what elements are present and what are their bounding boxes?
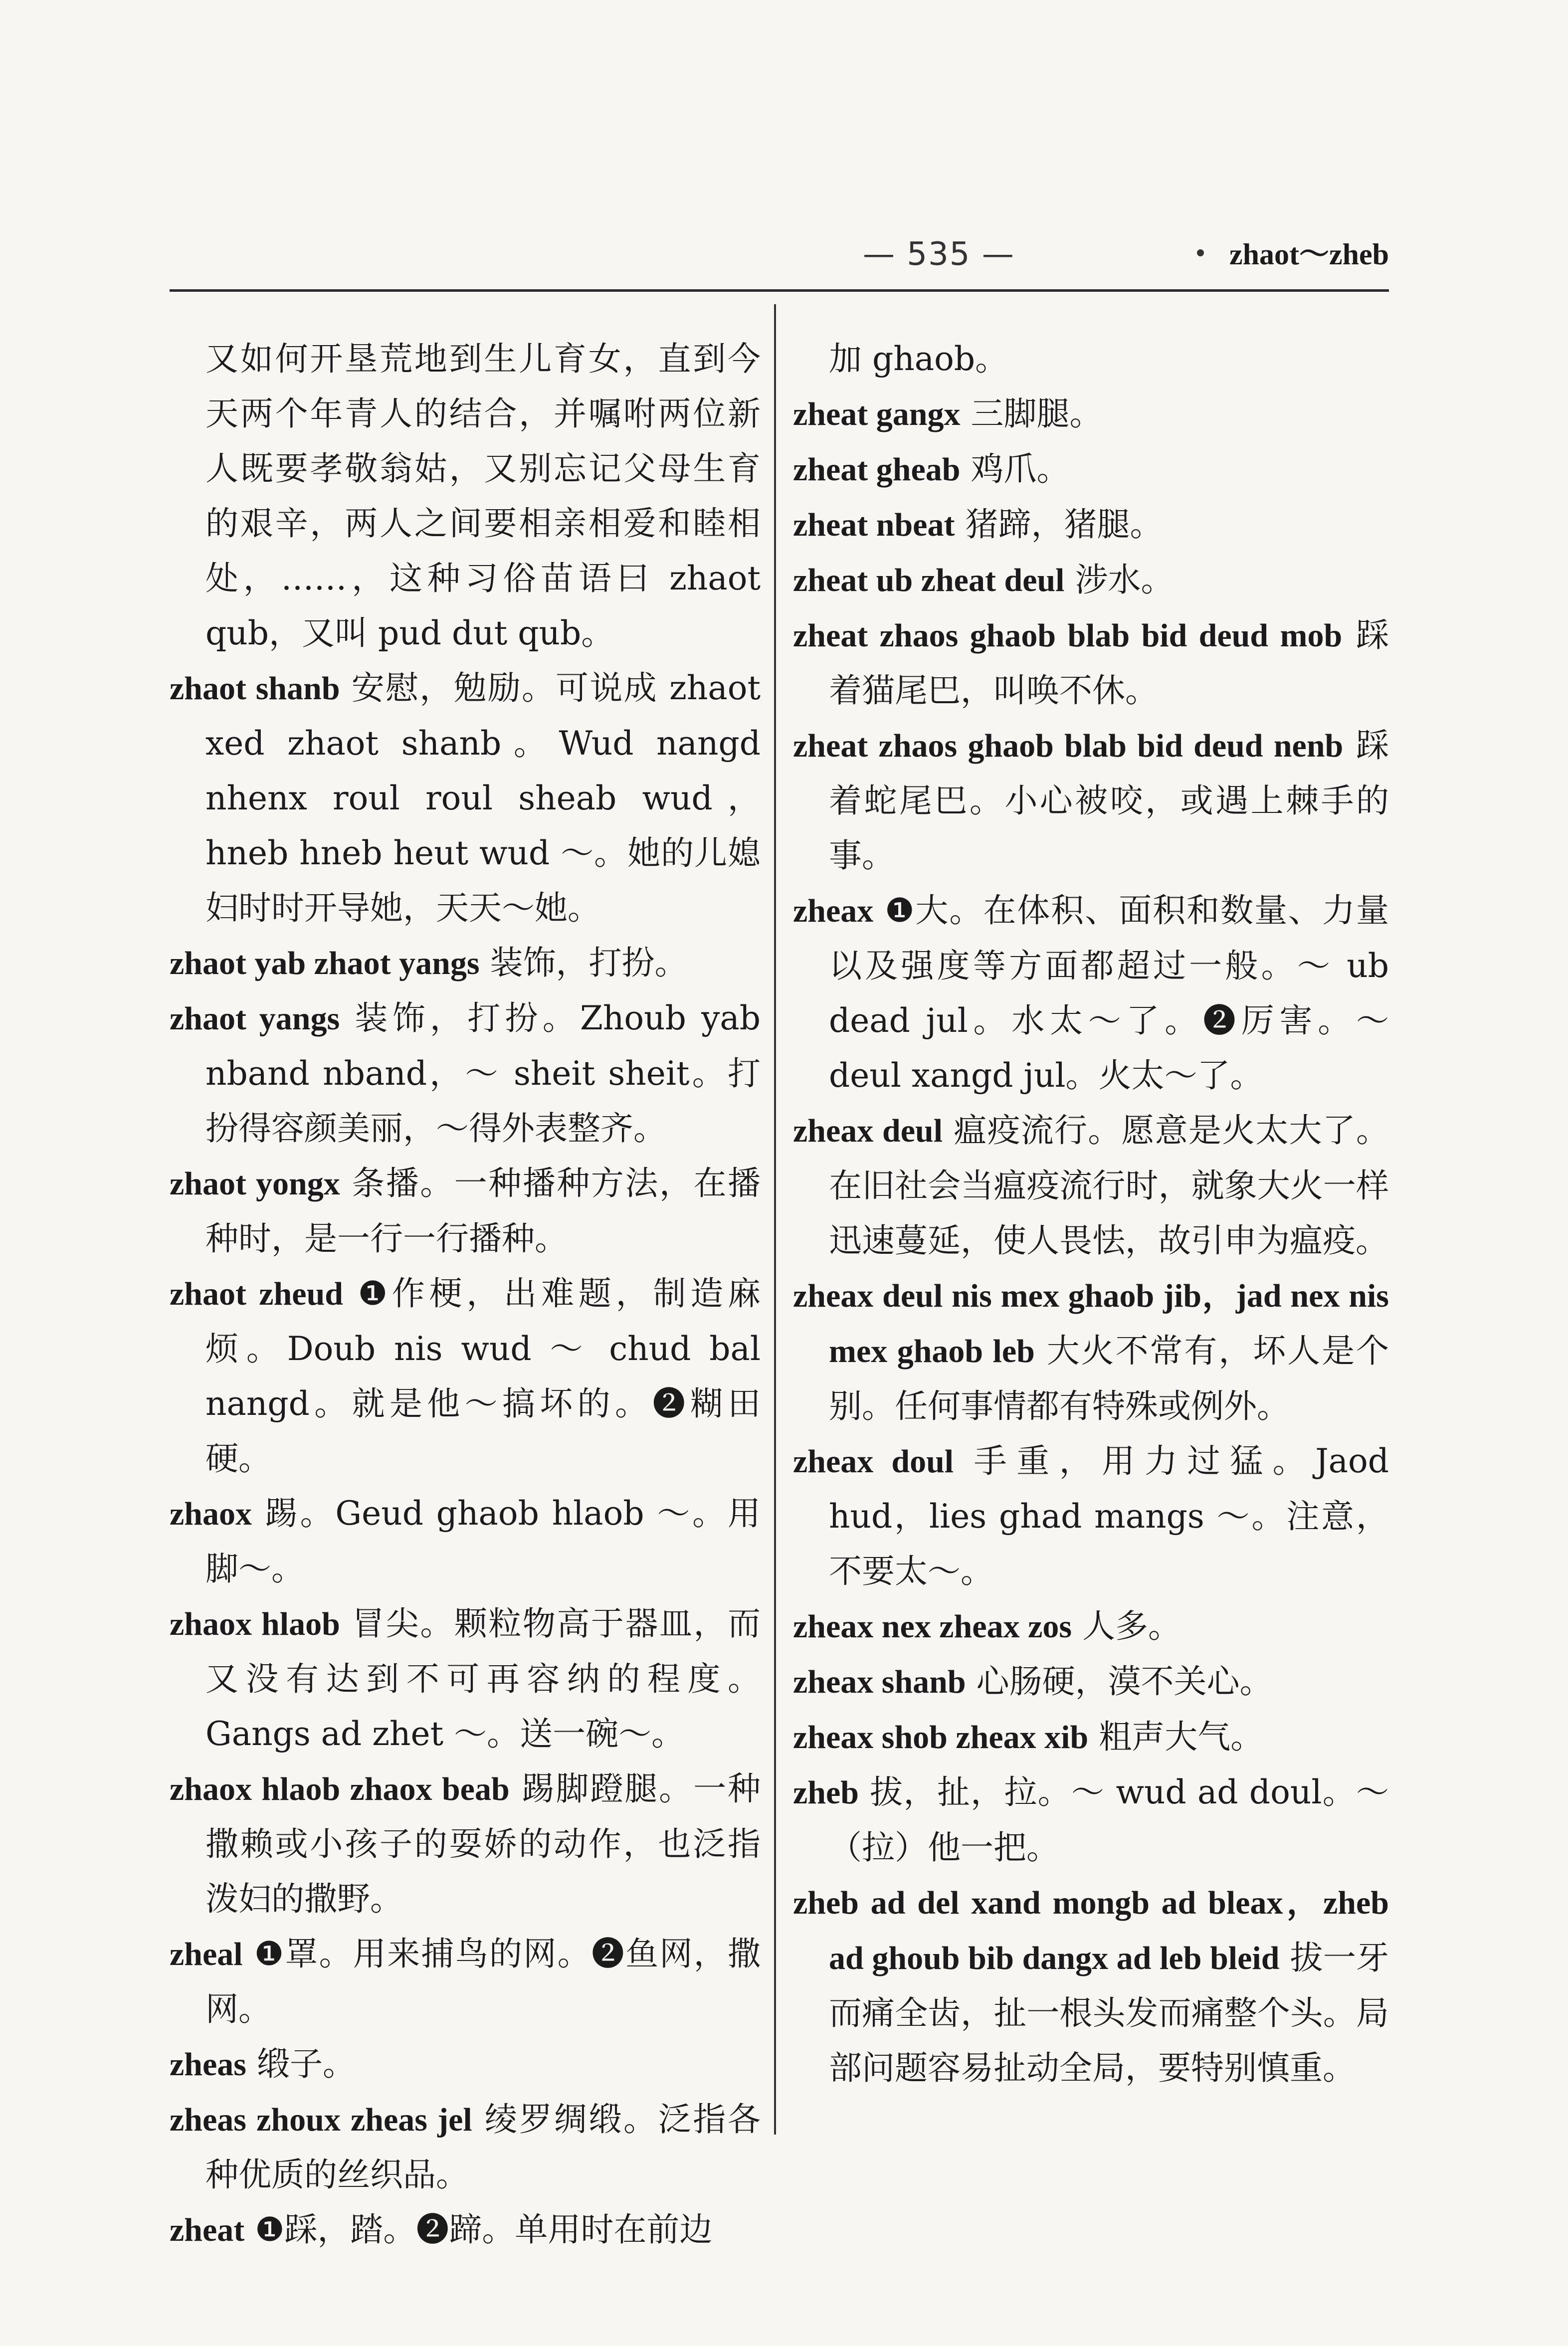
entry-definition: ❶罩。用来捕鸟的网。❷鱼网，撒网。 (205, 1935, 761, 2028)
entry-headword: zheat zhaos ghaob blab bid deud mob (793, 617, 1343, 654)
dictionary-entry (793, 1268, 1389, 1434)
entry-definition: 猪蹄，猪腿。 (965, 505, 1163, 544)
dictionary-entry (170, 2037, 761, 2092)
entry-headword: zheax deul (793, 1113, 943, 1149)
entry-headword: zheal (170, 1936, 243, 1972)
entry-definition: 手重，用力过猛。Jaod hud，lies ghad mangs ～。注意，不要太～。 (829, 1442, 1389, 1590)
dictionary-entry (793, 608, 1389, 718)
page-header (170, 234, 1389, 292)
entry-definition: 又如何开垦荒地到生儿育女，直到今天两个年青人的结合，并嘱咐两位新人既要孝敬翁姑，又别忘记父母生育的艰辛，两人之间要相亲相爱和睦相处，……，这种习俗苗语曰 zhaot qub，又叫 pud dut qub。 (205, 340, 761, 652)
entry-headword: zhaot yab zhaot yangs (170, 945, 480, 981)
entry-headword: zheat gheab (793, 451, 961, 488)
entry-headword: zhaox (170, 1496, 252, 1532)
entry-definition: 踩着蛇尾巴。小心被咬，或遇上棘手的事。 (829, 726, 1389, 875)
entry-headword: zheb (793, 1774, 859, 1811)
entry-headword: zhaox hlaob zhaox beab (170, 1771, 510, 1807)
page-number: — 535 — (863, 236, 1015, 273)
entry-definition: 涉水。 (1075, 561, 1174, 599)
dictionary-entry (793, 1599, 1389, 1654)
entry-definition: 人多。 (1082, 1607, 1181, 1645)
entry-definition: ❶踩，踏。❷蹄。单用时在前边 (255, 2210, 713, 2249)
dictionary-entry (170, 936, 761, 991)
entry-headword: zheax shanb (793, 1664, 966, 1700)
left-column (170, 332, 761, 2258)
entry-headword: zheat zhaos ghaob blab bid deud nenb (793, 728, 1344, 764)
entry-definition: 绫罗绸缎。泛指各种优质的丝织品。 (205, 2100, 761, 2194)
entry-headword: zheax (793, 893, 874, 929)
entry-headword: zheas zhoux zheas jel (170, 2102, 472, 2138)
entry-headword: zheat ub zheat deul (793, 562, 1065, 598)
entry-definition: 大火不常有，坏人是个别。任何事情都有特殊或例外。 (829, 1332, 1389, 1425)
header-dot (1197, 249, 1204, 256)
dictionary-entry (170, 661, 761, 936)
entry-headword: zhaot zheud (170, 1276, 343, 1312)
dictionary-entry (793, 387, 1389, 442)
entry-definition: 拔，扯，拉。～ wud ad doul。～（拉）他一把。 (829, 1773, 1389, 1867)
entry-definition: 踢。Geud ghaob hlaob ～。用脚～。 (205, 1494, 761, 1588)
entry-definition: 条播。一种播种方法，在播种时，是一行一行播种。 (205, 1164, 761, 1258)
continued-entry (170, 332, 761, 661)
entry-definition: 装饰，打扮。Zhoub yab nband nband，～ sheit sheit。打扮得容颜美丽，～得外表整齐。 (205, 999, 761, 1148)
dictionary-entry (170, 1266, 761, 1486)
dictionary-entry (170, 1596, 761, 1761)
dictionary-entry (793, 1654, 1389, 1710)
entry-definition: 拔一牙而痛全齿，扯一根头发而痛整个头。局部问题容易扯动全局，要特别慎重。 (829, 1939, 1389, 2087)
dictionary-entry (793, 1765, 1389, 1875)
entry-definition: 鸡爪。 (971, 450, 1070, 488)
entry-definition: ❶大。在体积、面积和数量、力量以及强度等方面都超过一般。～ ub dead jul。水太～了。❷厉害。～ deul xangd jul。火太～了。 (829, 891, 1389, 1095)
entry-definition: 装饰，打扮。 (490, 944, 688, 982)
dictionary-entry (170, 2202, 761, 2258)
dictionary-entry (793, 1103, 1389, 1268)
entry-definition: 瘟疫流行。愿意是火太大了。在旧社会当瘟疫流行时，就象大火一样迅速蔓延，使人畏怯，故引申为瘟疫。 (829, 1111, 1389, 1260)
entry-definition: 心肠硬，漠不关心。 (976, 1662, 1273, 1701)
dictionary-entry (793, 1875, 1389, 2096)
entry-definition: 缎子。 (256, 2045, 356, 2083)
dictionary-entry (793, 883, 1389, 1103)
guide-words: zhaot～zheb (1229, 238, 1389, 271)
entry-headword: zheax shob zheax xib (793, 1719, 1089, 1756)
dictionary-entry (170, 2092, 761, 2202)
column-divider (774, 304, 776, 2135)
entry-headword: zheax deul nis mex ghaob jib，jad nex nis mex ghaob leb (793, 1278, 1389, 1369)
entry-headword: zhaot yongx (170, 1166, 340, 1202)
dictionary-entry (793, 553, 1389, 608)
entry-definition: ❶作梗，出难题，制造麻烦。Doub nis wud ～ chud bal nangd。就是他～搞坏的。❷糊田硬。 (205, 1274, 761, 1478)
right-column (793, 332, 1389, 2096)
dictionary-entry (793, 1710, 1389, 1765)
dictionary-entry (170, 1761, 761, 1927)
entry-headword: zhaox hlaob (170, 1606, 340, 1642)
dictionary-entry (793, 442, 1389, 497)
entry-definition: 踢脚蹬腿。一种撒赖或小孩子的耍娇的动作，也泛指泼妇的撒野。 (205, 1769, 761, 1918)
dictionary-entry (793, 1434, 1389, 1599)
entry-headword: zheat (170, 2212, 245, 2248)
dictionary-entry (170, 1156, 761, 1266)
continued-entry (793, 332, 1389, 387)
entry-definition: 三脚腿。 (971, 394, 1103, 433)
dictionary-entry (793, 718, 1389, 883)
entry-headword: zheb ad del xand mongb ad bleax，zheb ad ghoub bib dangx ad leb bleid (793, 1885, 1389, 1976)
entry-headword: zheat gangx (793, 396, 961, 432)
entry-headword: zhaot yangs (170, 1000, 340, 1037)
entry-headword: zheax doul (793, 1443, 954, 1480)
entry-definition: 粗声大气。 (1099, 1718, 1264, 1756)
dictionary-entry (170, 1486, 761, 1596)
entry-headword: zheat nbeat (793, 507, 955, 543)
entry-headword: zheas (170, 2046, 246, 2083)
dictionary-entry (793, 497, 1389, 553)
dictionary-entry (170, 991, 761, 1156)
entry-definition: 安慰，勉励。可说成 zhaot xed zhaot shanb。Wud nangd nhenx roul roul sheab wud，hneb hneb heut wud ～。她的儿媳妇时时开导她，天天～她。 (205, 669, 761, 927)
entry-headword: zheax nex zheax zos (793, 1608, 1072, 1645)
entry-definition: 冒尖。颗粒物高于器皿，而又没有达到不可再容纳的程度。Gangs ad zhet ～。送一碗～。 (205, 1604, 761, 1753)
dictionary-entry (170, 1927, 761, 2037)
entry-definition: 加 ghaob。 (829, 340, 1008, 378)
entry-headword: zhaot shanb (170, 670, 340, 707)
entry-definition: 踩着猫尾巴，叫唤不休。 (829, 616, 1389, 710)
